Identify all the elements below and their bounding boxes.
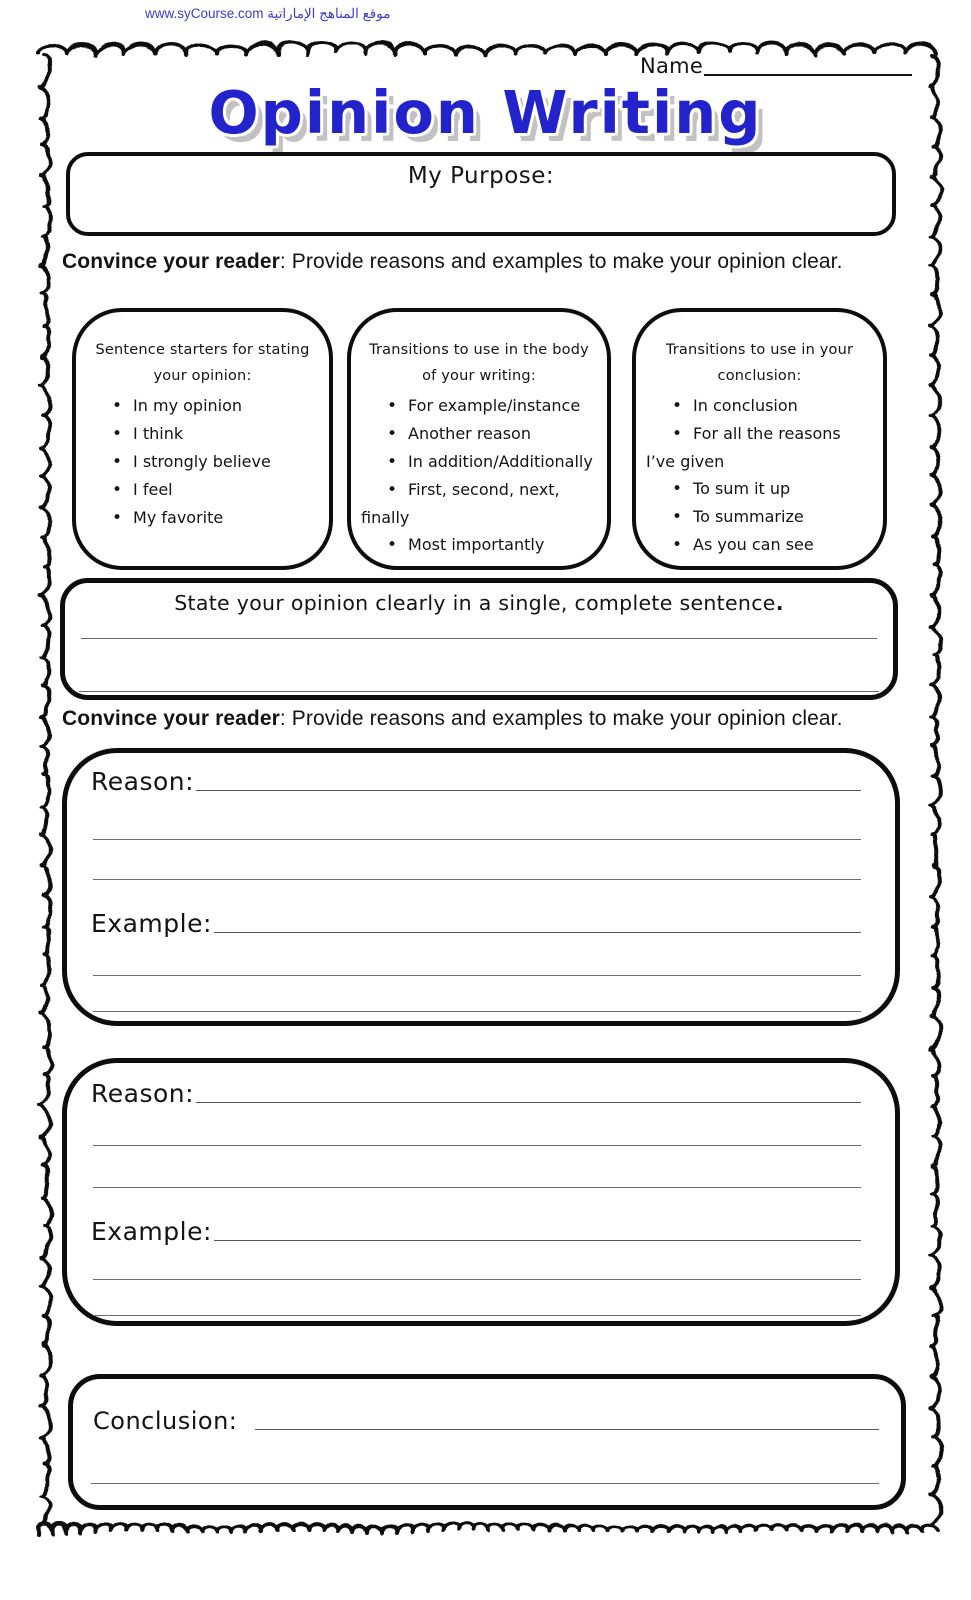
list-item: • Most importantly [361, 531, 597, 559]
tip-box-heading: Transitions to use in the body of your writing: [369, 342, 589, 384]
name-field-row [640, 54, 912, 78]
instruction-rest: : Provide reasons and examples to make your opinion clear. [279, 250, 843, 273]
list-item: • To summarize [646, 503, 873, 531]
example-row [91, 1217, 861, 1246]
writing-line [81, 638, 877, 639]
border-left [42, 56, 49, 1526]
instruction-bold: Convince your reader [62, 707, 280, 730]
writing-line [196, 1102, 861, 1103]
instruction-line-1 [62, 250, 914, 274]
example-label: Example: [91, 1217, 212, 1246]
list-item: • For example/instance [361, 392, 597, 420]
writing-line [93, 879, 861, 880]
tip-boxes-row [72, 308, 887, 570]
writing-line [93, 1187, 861, 1188]
tip-list [361, 392, 597, 559]
name-blank-line [704, 74, 912, 76]
reason-label: Reason: [91, 767, 195, 796]
list-item: • In my opinion [86, 392, 319, 420]
site-url-text[interactable]: www.syCourse.com موقع المناهج الإماراتية [145, 6, 391, 21]
instruction-rest: : Provide reasons and examples to make your opinion clear. [279, 707, 843, 730]
list-item: • Another reason [361, 420, 597, 448]
writing-line [93, 839, 861, 840]
tip-box-heading: Transitions to use in your conclusion: [665, 342, 854, 384]
writing-line [91, 1483, 879, 1484]
state-opinion-heading: State your opinion clearly in a single, complete sentence. [174, 591, 784, 615]
conclusion-row [93, 1407, 879, 1435]
page-title: Opinion Writing [208, 78, 763, 147]
state-opinion-box [60, 578, 898, 700]
list-item: • As you can see [646, 531, 873, 559]
reason-row [91, 1079, 861, 1108]
writing-line [196, 790, 861, 791]
reason-example-box-1 [62, 748, 900, 1026]
list-item: • I strongly believe [86, 448, 319, 476]
name-label: Name [640, 54, 704, 78]
example-row [91, 909, 861, 938]
example-label: Example: [91, 909, 212, 938]
list-item: • First, second, next, finally [361, 476, 597, 531]
writing-line [93, 1011, 861, 1012]
my-purpose-box [66, 152, 896, 236]
my-purpose-label: My Purpose: [407, 163, 555, 189]
list-item: • My favorite [86, 504, 319, 532]
border-top [36, 44, 936, 54]
sentence-starters-box [72, 308, 333, 570]
writing-line [93, 1279, 861, 1280]
border-bottom [38, 1526, 938, 1532]
body-transitions-box [347, 308, 611, 570]
instruction-bold: Convince your reader [62, 250, 280, 273]
reason-label: Reason: [91, 1079, 195, 1108]
writing-line [79, 691, 879, 692]
writing-line [214, 932, 861, 933]
tip-box-heading: Sentence starters for stating your opinion: [95, 342, 310, 384]
instruction-line-2 [62, 707, 914, 731]
list-item: • In conclusion [646, 392, 873, 420]
list-item: • I think [86, 420, 319, 448]
list-item: • For all the reasons I’ve given [646, 420, 873, 475]
list-item: • In addition/Additionally [361, 448, 597, 476]
conclusion-transitions-box [632, 308, 887, 570]
list-item: • I feel [86, 476, 319, 504]
reason-row [91, 767, 861, 796]
writing-line [255, 1429, 879, 1430]
writing-line [93, 1315, 861, 1316]
tip-list [646, 392, 873, 559]
list-item: • To sum it up [646, 475, 873, 503]
writing-line [93, 975, 861, 976]
conclusion-box [68, 1374, 906, 1510]
reason-example-box-2 [62, 1058, 900, 1326]
writing-line [214, 1240, 861, 1241]
tip-list [86, 392, 319, 532]
writing-line [93, 1145, 861, 1146]
border-right [932, 56, 939, 1526]
conclusion-label: Conclusion: [93, 1407, 238, 1435]
